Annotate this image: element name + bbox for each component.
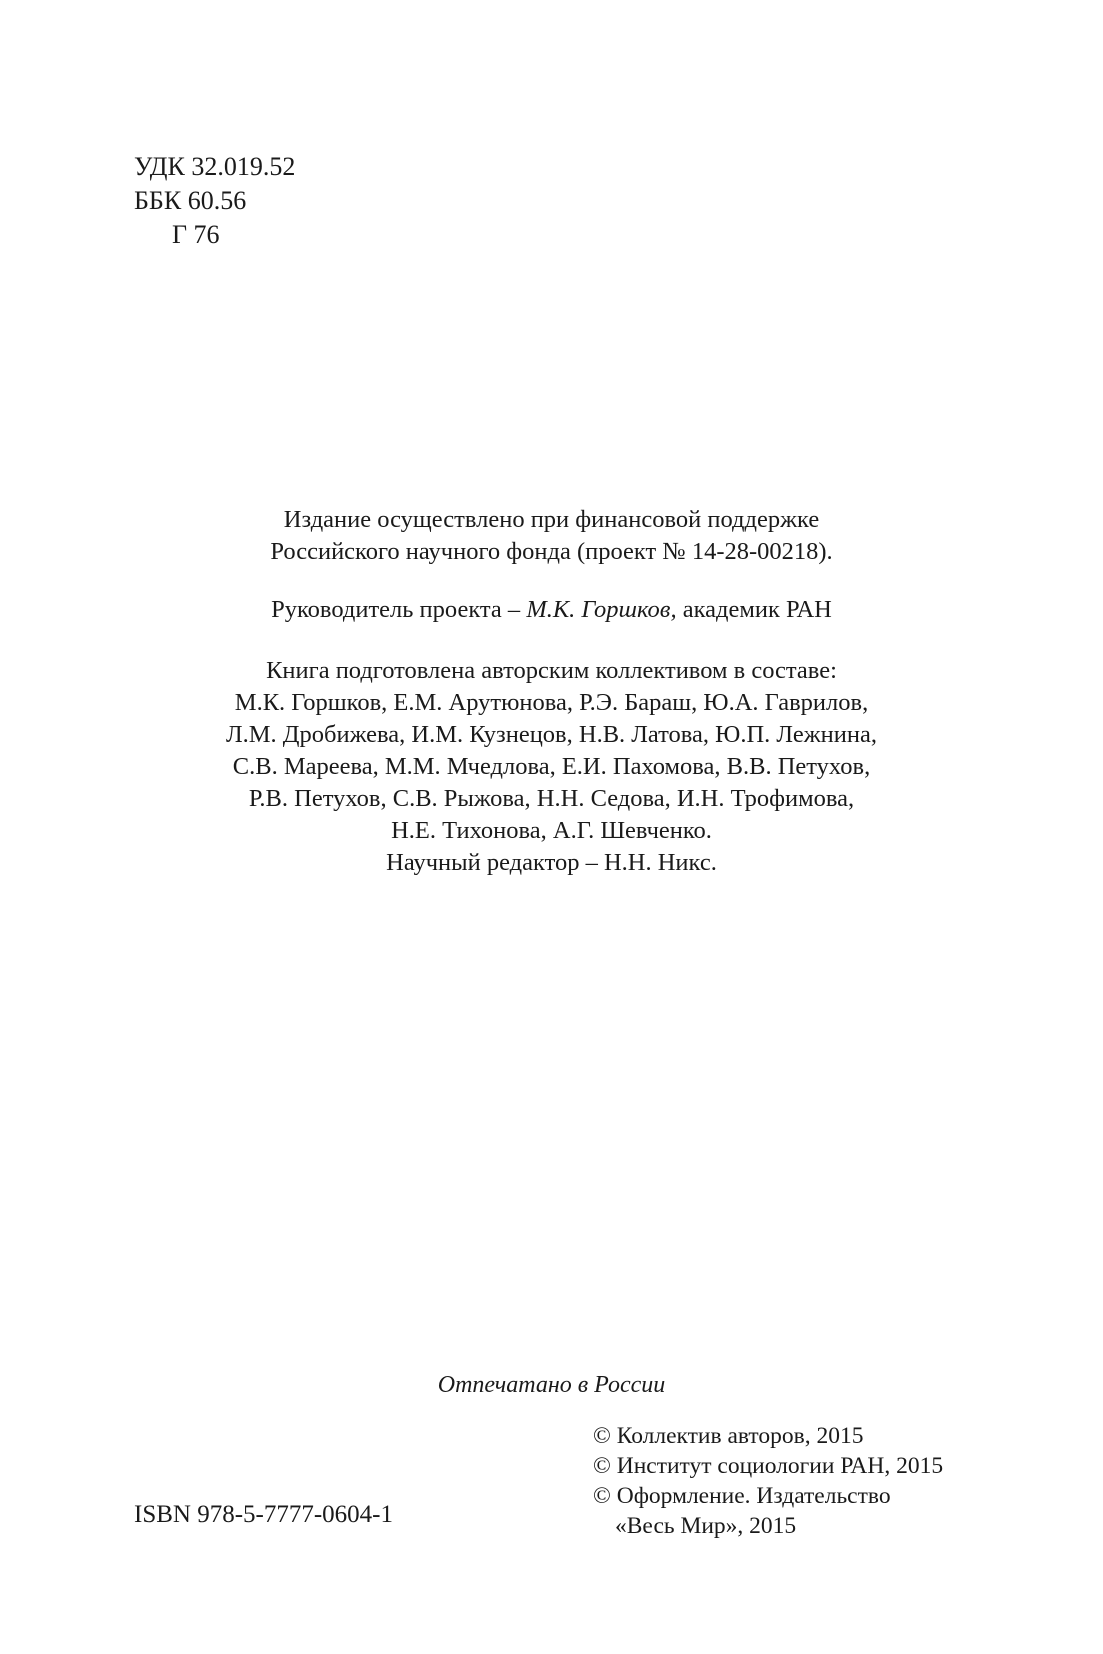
isbn: ISBN 978-5-7777-0604-1 xyxy=(134,1501,394,1528)
project-leader xyxy=(0,594,1103,626)
copyright-line: © Институт социологии РАН, 2015 xyxy=(593,1453,944,1479)
project-leader-line xyxy=(0,594,1103,626)
project-leader-prefix: Руководитель проекта – xyxy=(271,596,527,623)
scientific-editor: Научный редактор – Н.Н. Никс. xyxy=(386,849,717,876)
author-mark: Г 76 xyxy=(172,220,220,249)
funding-note xyxy=(0,504,1103,568)
funding-line-1: Издание осуществлено при финансовой поддержке xyxy=(283,506,820,533)
authors-line: Р.В. Петухов, С.В. Рыжова, Н.Н. Седова, И.Н. Трофимова, xyxy=(248,785,855,812)
funding-line-2: Российского научного фонда (проект № 14-28-00218). xyxy=(270,538,833,565)
authors-line: Н.Е. Тихонова, А.Г. Шевченко. xyxy=(391,817,712,844)
copyright-line: «Весь Мир», 2015 xyxy=(615,1513,797,1539)
copyright-line: © Оформление. Издательство xyxy=(593,1483,891,1509)
classification-block xyxy=(134,150,295,252)
bbk-code: ББК 60.56 xyxy=(134,186,247,215)
authors-line: Книга подготовлена авторским коллективом в составе: xyxy=(266,657,837,684)
authors-line: С.В. Мареева, М.М. Мчедлова, Е.И. Пахомова, В.В. Петухов, xyxy=(232,753,871,780)
printed-in-russia xyxy=(0,1372,1103,1399)
authors-block xyxy=(0,655,1103,879)
udk-code: УДК 32.019.52 xyxy=(134,152,296,181)
authors-line: Л.М. Дробижева, И.М. Кузнецов, Н.В. Латова, Ю.П. Лежнина, xyxy=(226,721,877,748)
project-leader-name: М.К. Горшков, xyxy=(526,596,677,623)
printed-text: Отпечатано в России xyxy=(437,1372,666,1398)
copyright-line: © Коллектив авторов, 2015 xyxy=(593,1423,864,1449)
project-leader-suffix: академик РАН xyxy=(676,596,832,623)
copyright-block xyxy=(593,1421,943,1541)
authors-line: М.К. Горшков, Е.М. Арутюнова, Р.Э. Бараш, Ю.А. Гаврилов, xyxy=(234,689,869,716)
